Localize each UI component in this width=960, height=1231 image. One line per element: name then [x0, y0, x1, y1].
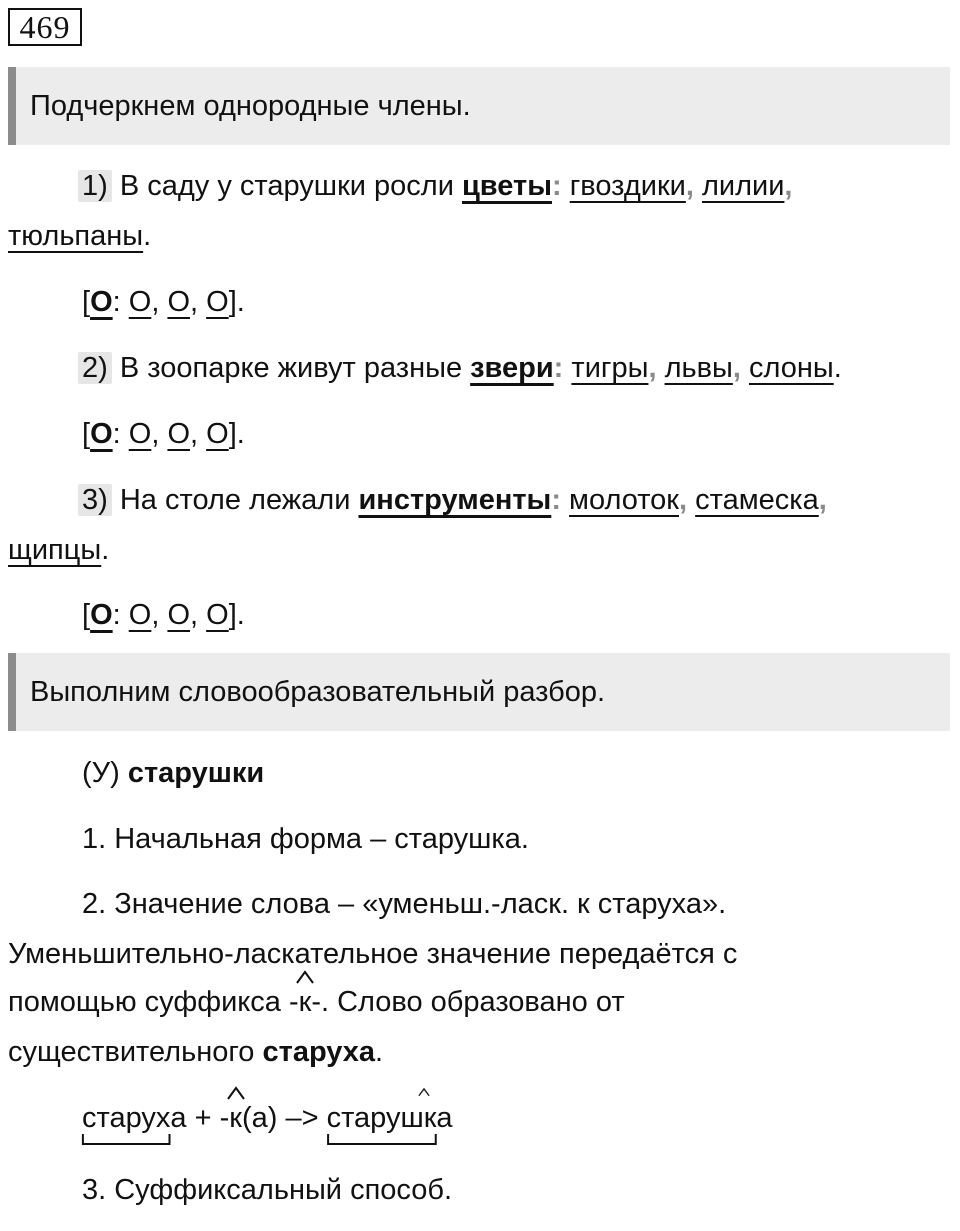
bracket-open: [	[82, 418, 91, 450]
suffix-mark	[299, 984, 312, 1020]
sentence-1	[82, 168, 792, 204]
sentence-text: В зоопарке живут разные	[119, 352, 463, 384]
sentence-number: 1)	[78, 170, 112, 202]
result-ending: а	[436, 1102, 453, 1134]
scheme-sep: ,	[190, 286, 199, 318]
analysis-word: старушки	[127, 757, 265, 789]
scheme-general: О	[90, 418, 113, 450]
suffix-letter: к	[229, 1102, 242, 1134]
homogeneous-member: стамеска	[695, 484, 819, 516]
scheme-general: О	[90, 286, 113, 318]
formation-formula	[82, 1100, 453, 1136]
scheme-colon: :	[112, 599, 121, 631]
scheme-member: О	[167, 286, 190, 318]
step-2-line-4	[8, 1034, 383, 1070]
generalizing-word: звери	[470, 352, 554, 384]
result-stem: старуш	[326, 1102, 424, 1134]
bracket-open: [	[82, 286, 91, 318]
stem-mark	[82, 1100, 170, 1136]
scheme-member: О	[128, 418, 152, 450]
sentence-end: .	[101, 534, 110, 566]
step-2-line-3	[8, 984, 625, 1020]
scheme-sep: ,	[151, 599, 160, 631]
scheme-member: О	[167, 599, 190, 631]
step-3: 3. Суффиксальный способ.	[82, 1174, 453, 1206]
scheme-general: О	[90, 599, 113, 631]
generalizing-word: цветы	[461, 170, 552, 202]
scheme-member: О	[167, 418, 190, 450]
homogeneous-member: львы	[664, 352, 733, 384]
step-text: .	[375, 1036, 384, 1068]
scheme-colon: :	[112, 286, 121, 318]
bracket-open: [	[82, 599, 91, 631]
suffix-mark	[424, 1100, 437, 1136]
step-text: помощью суффикса -	[8, 986, 299, 1018]
base-ending: а	[170, 1102, 187, 1134]
task-number: 469	[8, 8, 82, 46]
suffix-letter: к	[423, 1102, 437, 1134]
sentence-end: .	[833, 352, 842, 384]
generalizing-word: инструменты	[358, 484, 552, 516]
step-2-line-1: 2. Значение слова – «уменьш.-ласк. к старуха».	[82, 888, 727, 920]
stem-bracket-icon	[82, 1134, 170, 1146]
sentence-number: 3)	[78, 484, 112, 516]
scheme-1	[82, 284, 245, 320]
comma-mark: ,	[818, 484, 827, 516]
colon-mark: :	[551, 484, 561, 516]
comma-mark: ,	[732, 352, 741, 384]
sentence-3	[82, 482, 827, 518]
scheme-2	[82, 416, 245, 452]
sentence-2	[82, 350, 842, 386]
suffix-icon	[417, 1086, 430, 1098]
bracket-close: ].	[228, 418, 245, 450]
homogeneous-member: тигры	[571, 352, 649, 384]
homogeneous-member: лилии	[701, 170, 785, 202]
comma-mark: ,	[679, 484, 688, 516]
homogeneous-member: щипцы	[8, 534, 102, 566]
base-stem: старух	[82, 1102, 171, 1134]
sentence-1-cont	[8, 218, 151, 254]
comma-mark: ,	[648, 352, 657, 384]
scheme-member: О	[128, 286, 152, 318]
analysis-title	[82, 755, 264, 791]
step-2-line-2: Уменьшительно-ласкательное значение передаётся с	[8, 938, 738, 970]
scheme-3	[82, 597, 245, 633]
sentence-text: В саду у старушки росли	[119, 170, 454, 202]
step-1: 1. Начальная форма – старушка.	[82, 823, 529, 855]
bracket-close: ].	[228, 286, 245, 318]
homogeneous-member: слоны	[748, 352, 834, 384]
homogeneous-member: тюльпаны	[8, 220, 144, 252]
colon-mark: :	[551, 170, 562, 202]
scheme-member: О	[206, 599, 229, 631]
sentence-end: .	[143, 220, 152, 252]
step-text: -. Слово образовано от	[311, 986, 625, 1018]
suffix-mark	[229, 1100, 242, 1136]
source-word: старуха	[262, 1036, 376, 1068]
comma-mark: ,	[784, 170, 793, 202]
stem-bracket-icon	[327, 1134, 437, 1146]
section-header-homogeneous: Подчеркнем однородные члены.	[8, 67, 950, 145]
suffix-icon	[226, 1086, 246, 1100]
sentence-number: 2)	[78, 352, 112, 384]
step-text: существительного	[8, 1036, 263, 1068]
section-header-word-formation: Выполним словообразовательный разбор.	[8, 653, 950, 731]
scheme-member: О	[206, 418, 229, 450]
scheme-sep: ,	[190, 418, 199, 450]
scheme-member: О	[206, 286, 229, 318]
analysis-label: (У)	[82, 757, 120, 789]
formula-arrow: (а) –>	[241, 1102, 327, 1134]
suffix-letter: к	[298, 986, 312, 1018]
scheme-sep: ,	[190, 599, 199, 631]
bracket-close: ].	[228, 599, 245, 631]
stem-mark	[327, 1100, 437, 1136]
scheme-member: О	[128, 599, 152, 631]
scheme-colon: :	[112, 418, 121, 450]
scheme-sep: ,	[151, 418, 160, 450]
sentence-3-cont	[8, 532, 109, 568]
comma-mark: ,	[685, 170, 694, 202]
colon-mark: :	[553, 352, 564, 384]
scheme-sep: ,	[151, 286, 160, 318]
formula-plus: + -	[186, 1102, 230, 1134]
homogeneous-member: гвоздики	[569, 170, 686, 202]
homogeneous-member: молоток	[569, 484, 679, 516]
sentence-text: На столе лежали	[119, 484, 351, 516]
suffix-icon	[295, 970, 315, 984]
